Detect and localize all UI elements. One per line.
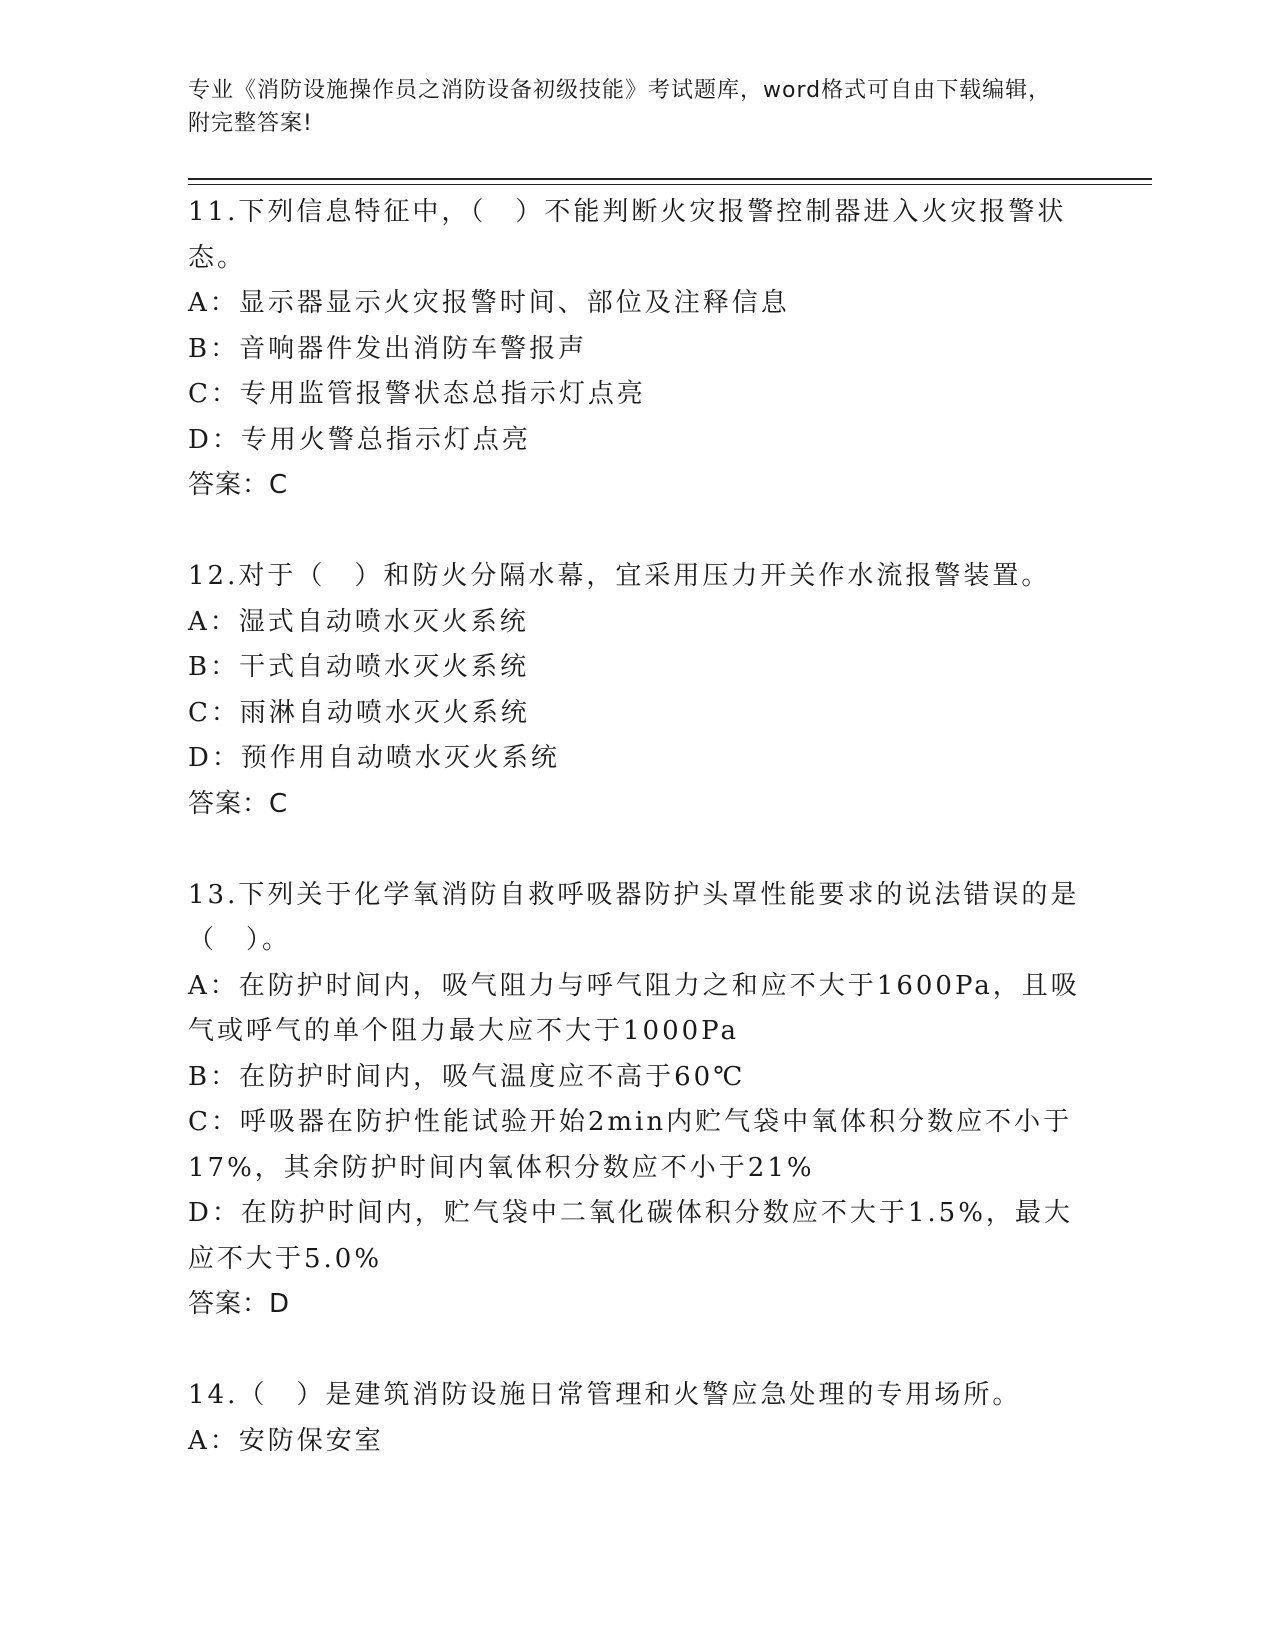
- option-d: D：专用火警总指示灯点亮: [188, 424, 531, 455]
- answer-text: 答案：D: [188, 1289, 291, 1319]
- option-a: A：安防保安室: [188, 1425, 384, 1456]
- question-14: [188, 1373, 1088, 1464]
- header-rule-thin: [188, 184, 1152, 185]
- document-header: [188, 74, 1068, 140]
- question-stem: 14.（ ）是建筑消防设施日常管理和火警应急处理的专用场所。: [188, 1380, 1022, 1410]
- option-a: A：湿式自动喷水灭火系统: [188, 606, 529, 637]
- question-stem: 13.下列关于化学氧消防自救呼吸器防护头罩性能要求的说法错误的是（ ）。: [188, 879, 1080, 955]
- answer-text: 答案：C: [188, 470, 289, 500]
- option-d: D：在防护时间内，贮气袋中二氧化碳体积分数应不大于1.5%，最大应不大于5.0%: [188, 1198, 1073, 1274]
- option-c: C：呼吸器在防护性能试验开始2min内贮气袋中氧体积分数应不小于17%，其余防护时间内氧体积分数应不小于21%: [188, 1107, 1073, 1183]
- option-c: C：雨淋自动喷水灭火系统: [188, 697, 530, 728]
- option-d: D：预作用自动喷水灭火系统: [188, 743, 560, 773]
- question-stem: 12.对于（ ）和防火分隔水幕，宜采用压力开关作水流报警装置。: [188, 561, 1051, 591]
- option-b: B：音响器件发出消防车警报声: [188, 333, 588, 364]
- header-rule-thick: [188, 178, 1152, 180]
- question-13: [188, 873, 1088, 1328]
- question-12: [188, 554, 1088, 827]
- option-b: B：干式自动喷水灭火系统: [188, 652, 530, 682]
- option-c: C：专用监管报警状态总指示灯点亮: [188, 379, 646, 409]
- option-b: B：在防护时间内，吸气温度应不高于60℃: [188, 1061, 746, 1092]
- answer-text: 答案：C: [188, 788, 289, 819]
- question-list: [188, 190, 1088, 1510]
- question-stem: 11.下列信息特征中，（ ）不能判断火灾报警控制器进入火灾报警状态。: [188, 197, 1067, 273]
- option-a: A：在防护时间内，吸气阻力与呼气阻力之和应不大于1600Pa，且吸气或呼气的单个阻力最大应不大于1000Pa: [188, 970, 1080, 1046]
- question-11: [188, 190, 1088, 509]
- header-text: 专业《消防设施操作员之消防设备初级技能》考试题库，word格式可自由下载编辑，附完整答案!: [188, 78, 1052, 136]
- option-a: A：显示器显示火灾报警时间、部位及注释信息: [188, 288, 790, 318]
